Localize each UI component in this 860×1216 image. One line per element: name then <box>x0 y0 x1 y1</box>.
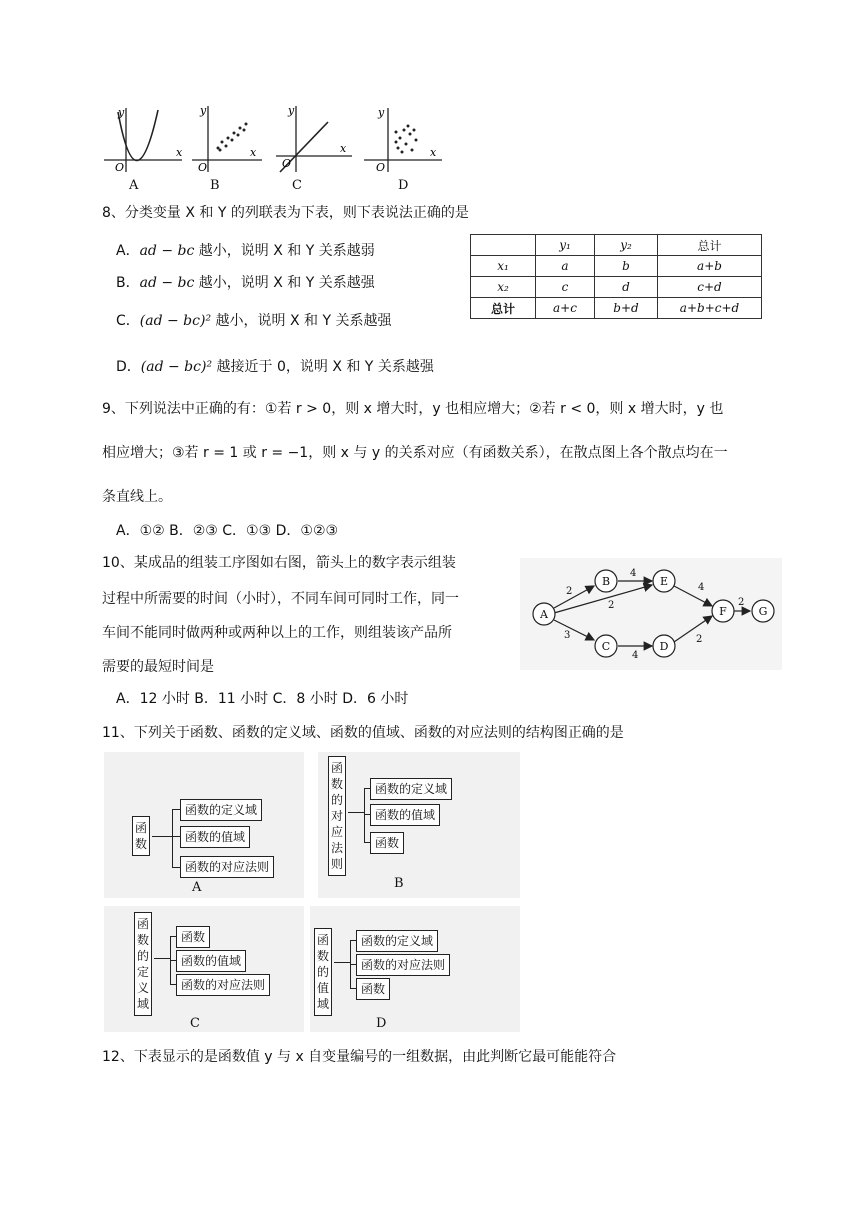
root-box-b: 函数的对应法则 <box>328 756 346 876</box>
svg-text:x: x <box>430 146 437 159</box>
node-c: C <box>601 640 611 653</box>
q10-line-4: 需要的最短时间是 <box>102 659 214 675</box>
child-box-c-3: 函数的对应法则 <box>176 974 270 996</box>
contingency-table: y₁ y₂ 总计 x₁ a b a+b x₂ c d c+d 总计 a+c b+d a+b+c+d <box>470 234 762 319</box>
svg-text:y: y <box>288 104 295 117</box>
q10-line-2: 过程中所需要的时间（小时），不同车间可同时工作，同一 <box>102 591 459 607</box>
svg-text:O: O <box>115 161 125 174</box>
q12-stem: 12、下表显示的是函数值 y 与 x 自变量编号的一组数据，由此判断它最可能能符合 <box>102 1049 617 1065</box>
graph-a <box>104 106 183 174</box>
child-box-b-1: 函数的定义域 <box>370 778 452 800</box>
structure-diagram-c[interactable] <box>104 906 304 1032</box>
edge-ab: 2 <box>566 586 573 597</box>
root-box-d: 函数的值域 <box>314 928 332 1016</box>
q11-stem: 11、下列关于函数、函数的定义域、函数的值域、函数的对应法则的结构图正确的是 <box>102 725 624 741</box>
graph-d <box>364 106 442 174</box>
svg-text:x: x <box>250 146 257 159</box>
child-box-d-1: 函数的定义域 <box>356 930 438 952</box>
node-g: G <box>758 605 768 618</box>
child-box-a-2: 函数的值域 <box>180 826 250 848</box>
svg-text:y: y <box>378 106 385 119</box>
child-box-b-3: 函数 <box>370 832 404 854</box>
q8-stem: 8、分类变量 X 和 Y 的列联表为下表，则下表说法正确的是 <box>102 205 469 221</box>
child-box-a-1: 函数的定义域 <box>180 799 262 821</box>
q8-option-a[interactable]: A．ad − bc 越小，说明 X 和 Y 关系越弱 <box>116 243 375 259</box>
svg-text:O: O <box>376 161 386 174</box>
q9-line-1: 9、下列说法中正确的有：①若 r > 0，则 x 增大时，y 也相应增大；②若 r < 0，则 x 增大时，y 也 <box>102 401 724 417</box>
diagram-label-c: C <box>190 1016 200 1031</box>
child-box-b-2: 函数的值域 <box>370 804 440 826</box>
q7-label-c: C <box>292 178 302 193</box>
child-box-d-3: 函数 <box>356 978 390 1000</box>
root-box-c: 函数的定义域 <box>134 912 152 1016</box>
edge-ac: 3 <box>564 630 571 641</box>
q10-options[interactable]: A．12 小时 B．11 小时 C．8 小时 D．6 小时 <box>116 691 409 707</box>
q10-line-3: 车间不能同时做两种或两种以上的工作，则组装该产品所 <box>102 625 452 641</box>
q8-option-c[interactable]: C．(ad − bc)² 越小，说明 X 和 Y 关系越强 <box>116 313 392 329</box>
edge-fg: 2 <box>738 597 745 608</box>
assembly-process-diagram <box>520 558 782 670</box>
root-box-a: 函数 <box>132 816 150 856</box>
diagram-label-a: A <box>192 880 202 895</box>
node-e: E <box>659 575 669 588</box>
q9-line-3: 条直线上。 <box>102 489 172 505</box>
child-box-c-2: 函数的值域 <box>176 950 246 972</box>
edge-ae: 2 <box>608 600 615 611</box>
q9-line-2: 相应增大；③若 r = 1 或 r = −1，则 x 与 y 的关系对应（有函数关系），在散点图上各个散点均在一 <box>102 445 728 461</box>
q8-option-d[interactable]: D．(ad − bc)² 越接近于 0，说明 X 和 Y 关系越强 <box>116 359 434 375</box>
diagram-label-b: B <box>394 876 404 891</box>
edge-be: 4 <box>630 568 637 579</box>
q7-label-b: B <box>210 178 220 193</box>
svg-text:y: y <box>200 104 207 117</box>
structure-diagram-d[interactable] <box>310 906 520 1032</box>
child-box-d-2: 函数的对应法则 <box>356 954 450 976</box>
edge-ef: 4 <box>698 582 705 593</box>
child-box-c-1: 函数 <box>176 926 210 948</box>
node-b: B <box>601 575 611 588</box>
child-box-a-3: 函数的对应法则 <box>180 856 274 878</box>
q8-option-b[interactable]: B．ad − bc 越小，说明 X 和 Y 关系越强 <box>116 275 375 291</box>
structure-diagram-a[interactable] <box>104 752 304 898</box>
diagram-label-d: D <box>376 1016 387 1031</box>
q7-label-d: D <box>398 178 409 193</box>
q10-line-1: 10、某成品的组装工序图如右图，箭头上的数字表示组装 <box>102 555 456 571</box>
node-d: D <box>659 640 669 653</box>
svg-text:x: x <box>176 146 183 159</box>
svg-text:x: x <box>340 142 347 155</box>
graph-b <box>192 104 262 174</box>
edge-cd: 4 <box>632 650 639 661</box>
q7-label-a: A <box>129 178 139 193</box>
q9-options[interactable]: A．①② B．②③ C．①③ D．①②③ <box>116 523 339 539</box>
edge-df: 2 <box>696 634 703 645</box>
node-f: F <box>719 605 727 618</box>
svg-text:y: y <box>118 106 125 119</box>
svg-text:O: O <box>282 157 292 170</box>
structure-diagram-b[interactable] <box>318 752 520 898</box>
svg-text:O: O <box>198 161 208 174</box>
graph-c <box>276 104 352 172</box>
node-a: A <box>540 608 548 621</box>
